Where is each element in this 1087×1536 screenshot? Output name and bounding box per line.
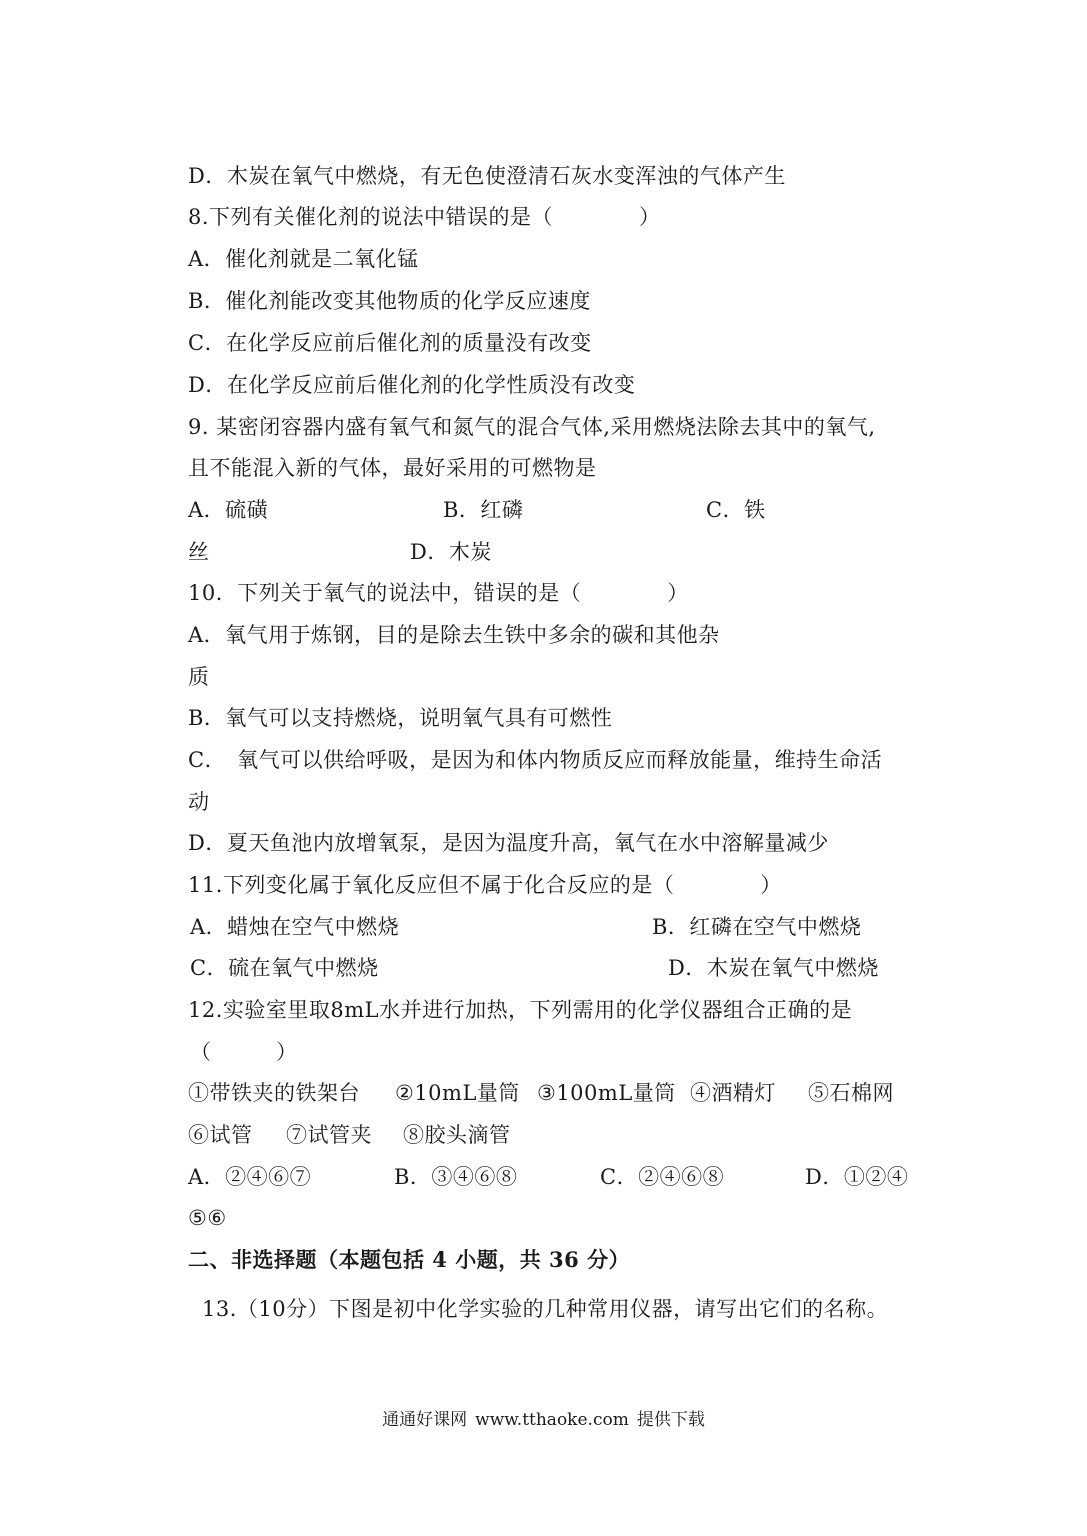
- footer-site-name: 通通好课网: [382, 1410, 468, 1430]
- q12-paren: （ ）: [190, 1040, 298, 1064]
- q11-stem: 11.下列变化属于氧化反应但不属于化合反应的是（ ）: [188, 873, 782, 897]
- q12-item-5: ⑤石棉网: [808, 1081, 894, 1105]
- q11-option-c: C．硫在氧气中燃烧: [190, 956, 379, 980]
- q8-option-b: B．催化剂能改变其他物质的化学反应速度: [188, 289, 591, 313]
- q12-item-2: ②10mL量筒: [395, 1081, 520, 1105]
- q9-option-a: A．硫磺: [188, 498, 269, 522]
- q10-option-c-line2: 动: [188, 790, 210, 814]
- q12-option-c: C．②④⑥⑧: [600, 1165, 725, 1189]
- q9-stem-line1: 9. 某密闭容器内盛有氧气和氮气的混合气体,采用燃烧法除去其中的氧气,: [188, 415, 876, 439]
- q12-item-6: ⑥试管: [188, 1123, 253, 1147]
- q8-option-d: D．在化学反应前后催化剂的化学性质没有改变: [188, 373, 636, 397]
- q12-item-7: ⑦试管夹: [286, 1123, 372, 1147]
- q10-option-b: B．氧气可以支持燃烧，说明氧气具有可燃性: [188, 706, 613, 730]
- q9-stem-line2: 且不能混入新的气体，最好采用的可燃物是: [188, 456, 597, 480]
- q12-option-b: B．③④⑥⑧: [394, 1165, 518, 1189]
- q8-option-a: A．催化剂就是二氧化锰: [188, 247, 419, 271]
- q10-option-a-line1: A．氧气用于炼钢，目的是除去生铁中多余的碳和其他杂: [188, 623, 720, 647]
- q12-option-d-wrap: ⑤⑥: [188, 1206, 227, 1230]
- q9-option-c-wrap: 丝: [188, 540, 210, 564]
- q10-stem: 10．下列关于氧气的说法中，错误的是（ ）: [188, 581, 689, 605]
- q7-option-d: D．木炭在氧气中燃烧，有无色使澄清石灰水变浑浊的气体产生: [188, 164, 786, 188]
- q9-option-c: C．铁: [706, 498, 766, 522]
- q12-stem: 12.实验室里取8mL水并进行加热，下列需用的化学仪器组合正确的是: [188, 998, 853, 1022]
- q8-stem: 8.下列有关催化剂的说法中错误的是（ ）: [188, 205, 661, 229]
- q11-option-b: B．红磷在空气中燃烧: [652, 915, 862, 939]
- q11-option-d: D．木炭在氧气中燃烧: [668, 956, 879, 980]
- q10-option-d: D．夏天鱼池内放增氧泵，是因为温度升高，氧气在水中溶解量减少: [188, 831, 829, 855]
- footer-text: 提供下载: [636, 1410, 705, 1430]
- q12-item-3: ③100mL量筒: [537, 1081, 676, 1105]
- q12-option-d: D．①②④: [805, 1165, 909, 1189]
- q11-option-a: A．蜡烛在空气中燃烧: [190, 915, 400, 939]
- q9-option-d: D．木炭: [410, 540, 492, 564]
- q8-option-c: C．在化学反应前后催化剂的质量没有改变: [188, 331, 592, 355]
- section2-title: 二、非选择题（本题包括 4 小题，共 36 分）: [188, 1247, 631, 1272]
- q9-option-b: B．红磷: [443, 498, 524, 522]
- q10-option-a-line2: 质: [188, 665, 210, 689]
- q12-item-4: ④酒精灯: [690, 1081, 776, 1105]
- q12-item-1: ①带铁夹的铁架台: [188, 1081, 360, 1105]
- footer-url[interactable]: www.tthaoke.com: [475, 1410, 629, 1430]
- page-footer: [0, 1408, 1087, 1432]
- q12-item-8: ⑧胶头滴管: [403, 1123, 511, 1147]
- q10-option-c-line1: C． 氧气可以供给呼吸，是因为和体内物质反应而释放能量，维持生命活: [188, 748, 883, 772]
- q13-stem: 13.（10分）下图是初中化学实验的几种常用仪器，请写出它们的名称。: [202, 1297, 889, 1321]
- q12-option-a: A．②④⑥⑦: [188, 1165, 312, 1189]
